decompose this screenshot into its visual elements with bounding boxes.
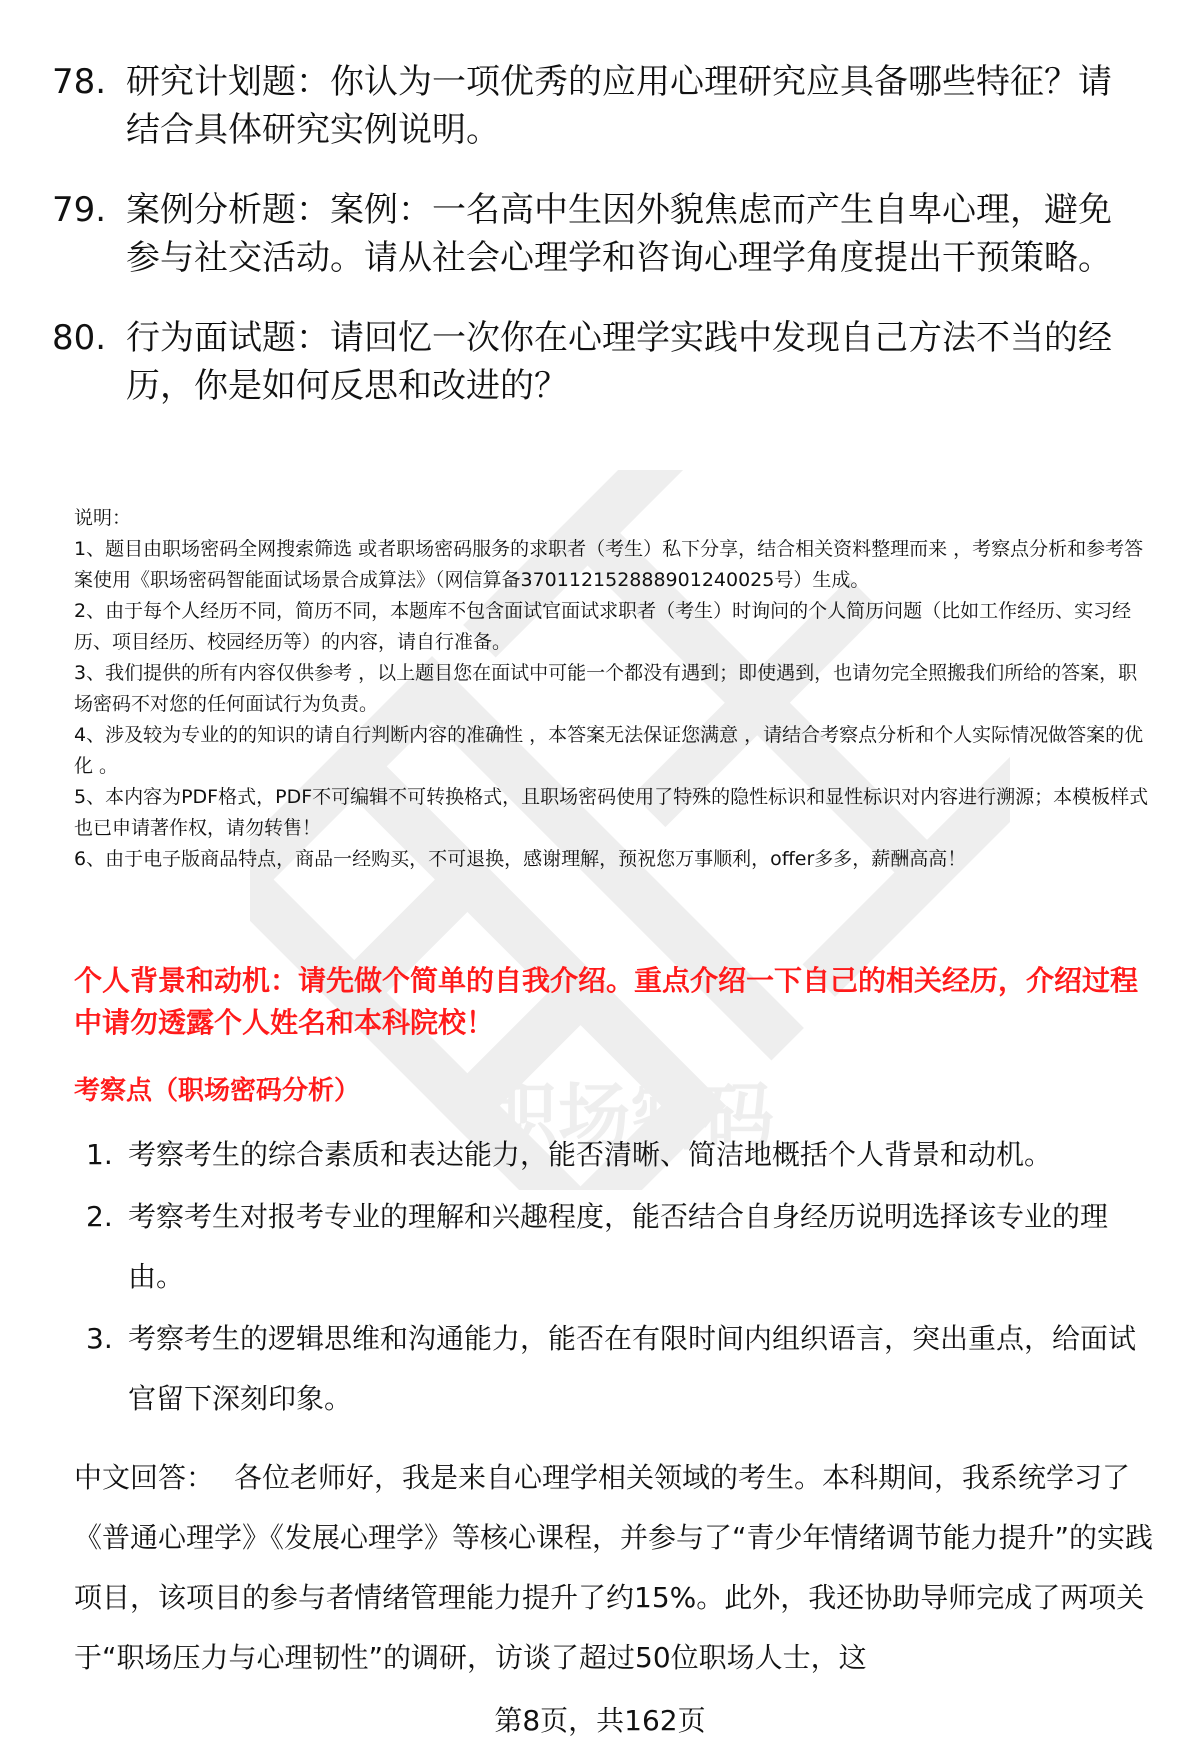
question-text: 研究计划题：你认为一项优秀的应用心理研究应具备哪些特征？请结合具体研究实例说明。 <box>126 62 1112 150</box>
note-item: 6、由于电子版商品特点，商品一经购买，不可退换，感谢理解，预祝您万事顺利，offer多多，薪酬高高！ <box>74 848 967 870</box>
notes-title: 说明： <box>74 507 132 529</box>
note-item: 1、题目由职场密码全网搜索筛选 或者职场密码服务的求职者（考生）私下分享，结合相关资料整理而来 ，考察点分析和参考答案使用《职场密码智能面试场景合成算法》（网信算备370112152888901240025号）生成。 <box>74 538 1144 591</box>
question-number: 79. <box>52 190 107 230</box>
analysis-point-text: 考察考生的综合素质和表达能力，能否清晰、简洁地概括个人背景和动机。 <box>128 1138 1053 1171</box>
analysis-title: 考察点（职场密码分析） <box>74 1076 361 1106</box>
analysis-point-number: 1. <box>86 1138 113 1171</box>
question-text: 案例分析题：案例：一名高中生因外貌焦虑而产生自卑心理，避免参与社交活动。请从社会心理学和咨询心理学角度提出干预策略。 <box>126 190 1112 278</box>
answer-text: 各位老师好，我是来自心理学相关领域的考生。本科期间，我系统学习了《普通心理学》《发展心理学》等核心课程，并参与了“青少年情绪调节能力提升”的实践项目，该项目的参与者情绪管理能力提升了约15%。此外，我还协助导师完成了两项关于“职场压力与心理韧性”的调研，访谈了超过50位职场人士，这 <box>74 1461 1154 1674</box>
analysis-point-number: 2. <box>86 1200 113 1233</box>
question-list <box>52 58 1152 442</box>
question-item <box>52 58 1152 154</box>
interview-question-title: 个人背景和动机：请先做个简单的自我介绍。重点介绍一下自己的相关经历，介绍过程中请勿透露个人姓名和本科院校！ <box>74 964 1139 1040</box>
analysis-point <box>86 1125 1146 1185</box>
question-number: 80. <box>52 318 107 358</box>
answer-label: 中文回答： <box>74 1461 215 1494</box>
question-number: 78. <box>52 62 107 102</box>
analysis-point-number: 3. <box>86 1322 113 1355</box>
note-item: 3、我们提供的所有内容仅供参考 ，以上题目您在面试中可能一个都没有遇到；即使遇到，也请勿完全照搬我们所给的答案，职场密码不对您的任何面试行为负责。 <box>74 662 1138 715</box>
page-number: 第8页，共162页 <box>494 1704 706 1737</box>
question-text: 行为面试题：请回忆一次你在心理学实践中发现自己方法不当的经历，你是如何反思和改进的？ <box>126 318 1112 406</box>
watermark-text: 职场密码 <box>485 1075 775 1159</box>
analysis-point <box>86 1309 1146 1429</box>
question-item <box>52 314 1152 410</box>
note-item: 2、由于每个人经历不同，简历不同，本题库不包含面试官面试求职者（考生）时询问的个人简历问题（比如工作经历、实习经历、项目经历、校园经历等）的内容，请自行准备。 <box>74 600 1132 653</box>
note-item: 5、本内容为PDF格式，PDF不可编辑不可转换格式，且职场密码使用了特殊的隐性标识和显性标识对内容进行溯源；本模板样式也已申请著作权，请勿转售！ <box>74 786 1149 839</box>
answer-section <box>74 1448 1154 1688</box>
note-item: 4、涉及较为专业的的知识的请自行判断内容的准确性 ，本答案无法保证您满意 ，请结合考察点分析和个人实际情况做答案的优化 。 <box>74 724 1144 777</box>
analysis-point-text: 考察考生对报考专业的理解和兴趣程度，能否结合自身经历说明选择该专业的理由。 <box>128 1200 1109 1293</box>
analysis-point-text: 考察考生的逻辑思维和沟通能力，能否在有限时间内组织语言，突出重点，给面试官留下深刻印象。 <box>128 1322 1137 1415</box>
question-item <box>52 186 1152 282</box>
analysis-point <box>86 1187 1146 1307</box>
analysis-points <box>86 1125 1146 1431</box>
notes-section <box>74 503 1154 875</box>
